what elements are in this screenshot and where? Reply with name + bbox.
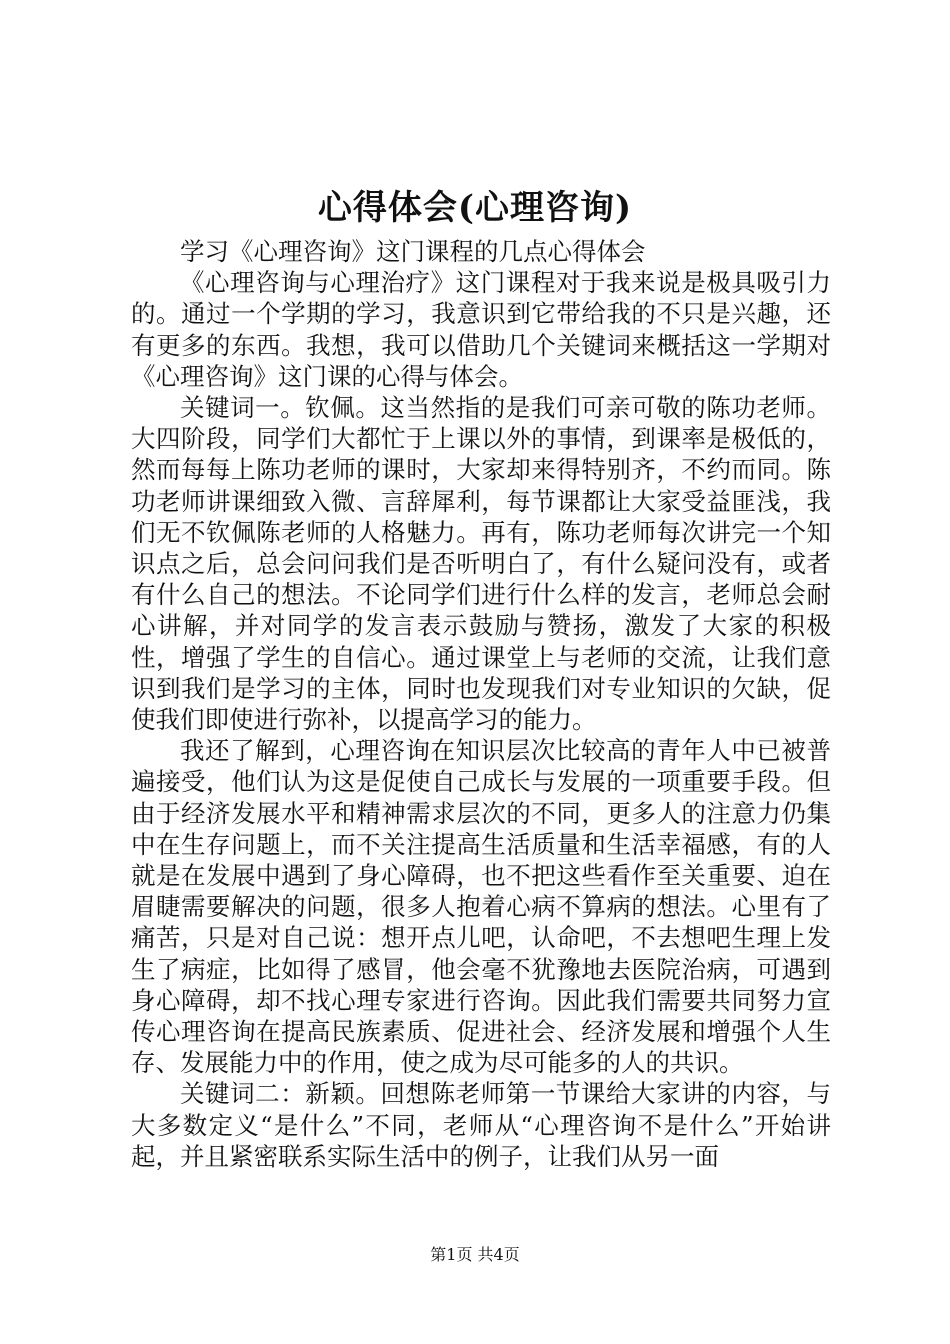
document-title: 心得体会(心理咨询)	[317, 188, 633, 228]
page-footer: 第1页 共4页	[430, 1245, 520, 1264]
body-paragraph: 关键词一。钦佩。这当然指的是我们可亲可敬的陈功老师。大四阶段，同学们大都忙于上课以外的事情，到课率是极低的，然而每每上陈功老师的课时，大家却来得特别齐，不约而同。陈功老师讲课细致入微、言辞犀利，每节课都让大家受益匪浅，我们无不钦佩陈老师的人格魅力。再有，陈功老师每次讲完一个知识点之后，总会问问我们是否听明白了，有什么疑问没有，或者有什么自己的想法。不论同学们进行什么样的发言，老师总会耐心讲解，并对同学的发言表示鼓励与赞扬，激发了大家的积极性，增强了学生的自信心。通过课堂上与老师的交流，让我们意识到我们是学习的主体，同时也发现我们对专业知识的欠缺，促使我们即使进行弥补，以提高学习的能力。	[131, 393, 831, 735]
body-paragraph: 《心理咨询与心理治疗》这门课程对于我来说是极具吸引力的。通过一个学期的学习，我意识到它带给我的不只是兴趣，还有更多的东西。我想，我可以借助几个关键词来概括这一学期对《心理咨询》这门课的心得与体会。	[131, 268, 831, 391]
document-body	[131, 236, 831, 1172]
body-paragraph: 关键词二：新颖。回想陈老师第一节课给大家讲的内容，与大多数定义“是什么”不同，老师从“心理咨询不是什么”开始讲起，并且紧密联系实际生活中的例子，让我们从另一面	[131, 1079, 831, 1171]
body-paragraph: 我还了解到，心理咨询在知识层次比较高的青年人中已被普遍接受，他们认为这是促使自己成长与发展的一项重要手段。但由于经济发展水平和精神需求层次的不同，更多人的注意力仍集中在生存问题上，而不关注提高生活质量和生活幸福感，有的人就是在发展中遇到了身心障碍，也不把这些看作至关重要、迫在眉睫需要解决的问题，很多人抱着心病不算病的想法。心里有了痛苦，只是对自己说：想开点儿吧，认命吧，不去想吧生理上发生了病症，比如得了感冒，他会毫不犹豫地去医院治病，可遇到身心障碍，却不找心理专家进行咨询。因此我们需要共同努力宣传心理咨询在提高民族素质、促进社会、经济发展和增强个人生存、发展能力中的作用，使之成为尽可能多的人的共识。	[131, 736, 831, 1078]
subtitle-paragraph: 学习《心理咨询》这门课程的几点心得体会	[180, 237, 646, 266]
